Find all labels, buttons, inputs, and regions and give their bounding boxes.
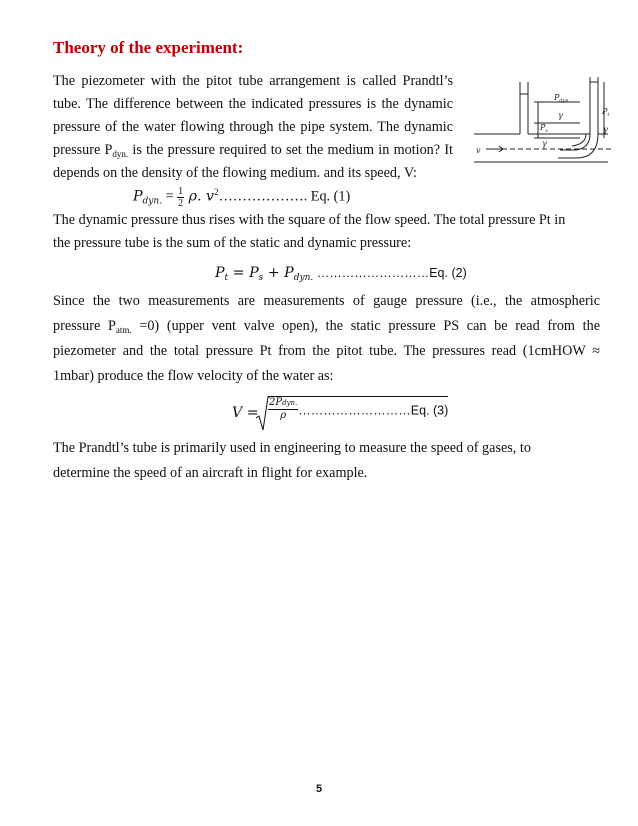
paragraph-line: determine the speed of an aircraft in flight for example. [53,465,368,481]
subscript: atm. [115,325,132,335]
denominator: 2 [178,197,184,209]
label-pt: $P_t$ [602,107,610,118]
equation-2 [215,262,467,290]
label-ps: $P_s$ [540,123,548,134]
gamma-label: γ [542,139,547,148]
text-run: =0) (upper vent valve open), the static pressure PS can be read from the [131,318,601,334]
page-number: 5 [315,783,323,795]
paragraph-line: piezometer and the total pressure Pt from the pitot tube. The pressures read (1cmHOW ≈ [53,343,600,359]
eq-term: = P [228,265,259,281]
paragraph-line: the pressure tube is the sum of the static and dynamic pressure: [53,235,412,251]
paragraph-line: pressure of the water flowing through the pipe system. The dynamic [53,119,453,135]
eq-symbol: P [133,188,143,205]
fraction [268,397,298,421]
paragraph-line [53,315,600,342]
text-run: is the pressure required to set the medium in motion? It [128,142,453,158]
paragraph-line: depends on the density of the flowing medium. and its speed, V: [53,165,417,181]
eq-term: + P [263,265,294,281]
prandtl-tube-figure [468,74,614,166]
numerator [268,397,298,410]
eq-subscript: dyn. [142,196,163,207]
eq-number: ………………………Eq. (2) [313,266,467,280]
numerator: 1 [178,185,184,197]
paragraph-line: The Prandtl’s tube is primarily used in engineering to measure the speed of gases, to [53,440,531,456]
text-run: pressure P [53,318,116,334]
paragraph-line: 1mbar) produce the flow velocity of the water as: [53,368,334,384]
gamma-label: γ [603,125,608,134]
section-heading: Theory of the experiment: [53,38,244,57]
eq-symbol: P [215,265,225,281]
eq-number: ………………………Eq. (3) [298,403,449,418]
numerator-term: 2P [269,397,283,408]
eq-term: ρ. v [184,188,215,205]
label-pdyn: $P_{dyn}$ [554,93,569,104]
velocity-label: v [476,146,481,155]
eq-subscript: dyn. [293,273,314,283]
eq-subscript: s [258,273,264,283]
paragraph-line: The dynamic pressure thus rises with the square of the flow speed. The total pressure Pt in [53,212,566,228]
subscript: dyn. [112,149,129,159]
gamma-label: γ [558,111,563,120]
eq-number: ………………. Eq. (1) [218,188,351,205]
text-run: pressure P [53,142,113,158]
numerator-subscript: dyn. [282,399,298,407]
paragraph-line: The piezometer with the pitot tube arrangement is called Prandtl’s [53,73,453,89]
superscript: 2 [214,187,219,197]
denominator: ρ [280,410,287,421]
paragraph-line: tube. The difference between the indicated pressures is the dynamic [53,96,453,112]
paragraph-line: Since the two measurements are measurements of gauge pressure (i.e., the atmospheric [53,293,600,309]
eq-symbol: V = [232,405,259,421]
radicand [268,396,448,422]
eq-operator: = [162,188,178,205]
eq-subscript: t [224,273,229,283]
